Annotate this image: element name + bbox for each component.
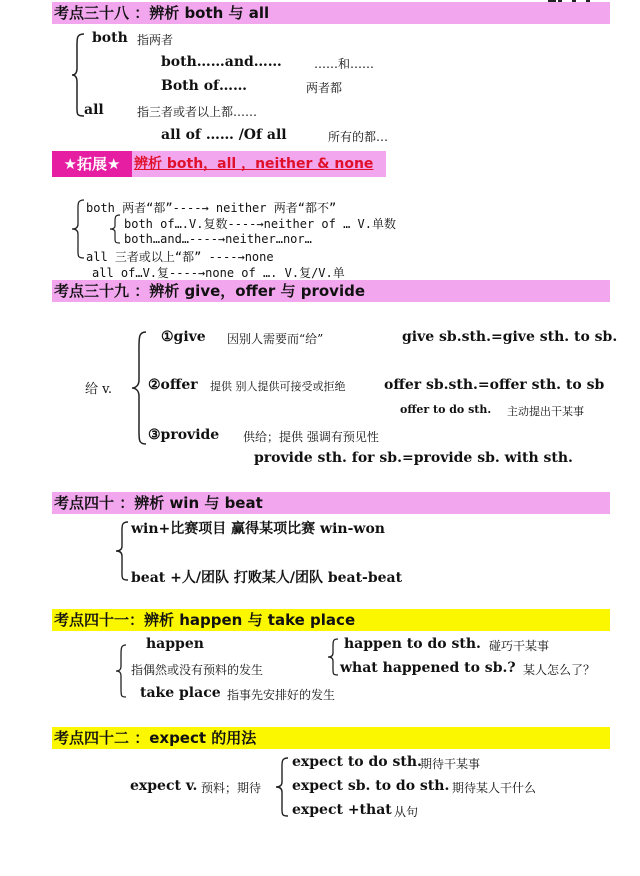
both-and-phrase: both……and…… — [161, 54, 282, 70]
happen-meaning: 指偶然或没有预料的发生 — [131, 663, 264, 677]
both-of-meaning: 两者都 — [306, 81, 343, 95]
expect-sb-to-do-meaning: 期待某人干什么 — [452, 781, 537, 795]
happen-word: happen — [146, 636, 204, 652]
expect-to-do-meaning: 期待干某事 — [420, 757, 481, 771]
expect-sb-to-do: expect sb. to do sth. — [292, 778, 450, 794]
provide-meaning: 供给；提供 强调有预见性 — [243, 430, 379, 444]
ext-line-1: both 两者“都”----→ neither 两者“都不” — [86, 201, 337, 215]
offer-meaning: 提供 别人提供可接受或拒绝 — [210, 380, 346, 393]
provide-word: ③provide — [148, 427, 220, 443]
all-note: 指三者或者以上都…… — [137, 105, 258, 119]
expect-that-meaning: 从句 — [394, 805, 419, 819]
section-41-header: 考点四十一：辨析 happen 与 take place — [52, 609, 610, 631]
win-line: win+比赛项目 赢得某项比赛 win-won — [131, 521, 385, 537]
beat-line: beat +人/团队 打败某人/团队 beat-beat — [131, 570, 403, 586]
both-note: 指两者 — [137, 33, 174, 47]
what-happened: what happened to sb.? — [340, 660, 516, 676]
bracket-40 — [116, 520, 130, 582]
expect-word: expect v. — [130, 778, 198, 794]
expect-meaning: 预料；期待 — [201, 781, 262, 795]
section-42-header: 考点四十二 ：expect 的用法 — [52, 727, 610, 749]
section-39-header: 考点三十九 ：辨析 give，offer 与 provide — [52, 280, 610, 302]
offer-to-do: offer to do sth. — [400, 403, 492, 416]
both-of-phrase: Both of…… — [161, 78, 248, 94]
ext-line-2: both of….V.复数----→neither of … V.单数 — [124, 217, 396, 231]
section-40-header: 考点四十 ：辨析 win 与 beat — [52, 492, 610, 514]
expect-that: expect +that — [292, 802, 392, 818]
all-of-phrase: all of …… /Of all — [161, 127, 287, 143]
bracket-extension-outer — [72, 198, 86, 260]
offer-to-do-meaning: 主动提出干某事 — [507, 405, 584, 418]
happen-to-do-meaning: 碰巧干某事 — [489, 639, 550, 653]
happen-to-do: happen to do sth. — [344, 636, 481, 652]
bracket-41-right — [328, 638, 340, 676]
ext-line-4: all 三者或以上“都” ----→none — [86, 250, 274, 264]
all-word: all — [84, 102, 104, 118]
ext-line-3: both…and…----→neither…nor… — [124, 232, 312, 246]
bracket-42 — [276, 756, 290, 818]
give-meaning: 因别人需要而“给” — [227, 332, 324, 346]
provide-pattern: provide sth. for sb.=provide sb. with sth. — [254, 450, 573, 466]
offer-pattern: offer sb.sth.=offer sth. to sb — [384, 377, 605, 393]
both-word: both — [92, 30, 128, 46]
gei-label: 给 v. — [85, 382, 113, 397]
bracket-41-left — [116, 644, 128, 698]
all-of-meaning: 所有的都… — [328, 130, 389, 144]
take-place-word: take place — [140, 685, 221, 701]
bracket-39 — [132, 330, 148, 446]
extension-badge: ★拓展★ — [52, 151, 132, 177]
give-pattern: give sb.sth.=give sth. to sb. — [402, 329, 618, 345]
what-happened-meaning: 某人怎么了？ — [523, 663, 596, 677]
ext-line-5: all of…V.复----→none of …. V.复/V.单 — [92, 266, 345, 280]
extension-title: 辨析 both，all ，neither & none — [132, 151, 386, 177]
both-and-meaning: ……和…… — [314, 57, 375, 71]
expect-to-do: expect to do sth. — [292, 754, 422, 770]
take-place-meaning: 指事先安排好的发生 — [227, 688, 336, 702]
offer-word: ②offer — [148, 377, 198, 393]
bracket-extension-inner — [110, 214, 122, 244]
section-38-header: 考点三十八 ：辨析 both 与 all — [52, 2, 610, 24]
give-word: ①give — [161, 329, 206, 345]
